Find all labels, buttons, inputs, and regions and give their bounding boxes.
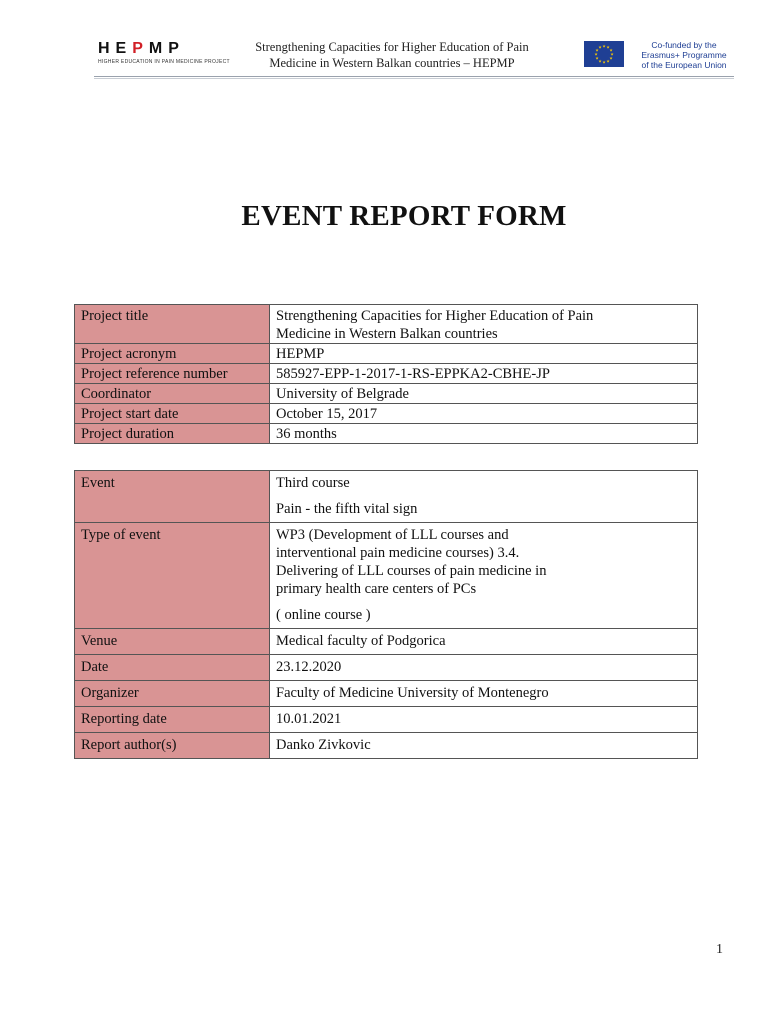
table-row — [75, 629, 698, 655]
row-label: Project acronym — [75, 344, 270, 364]
table-row — [75, 384, 698, 404]
table-row — [75, 305, 698, 344]
value-line: Pain - the fifth vital sign — [276, 501, 418, 517]
header-divider-secondary — [94, 78, 734, 79]
table-row — [75, 344, 698, 364]
svg-text:★: ★ — [602, 43, 606, 49]
svg-text:★: ★ — [595, 55, 599, 61]
table-row — [75, 364, 698, 384]
eu-flag-icon — [584, 41, 624, 67]
value-line: primary health care centers of PCs — [276, 581, 477, 597]
event-info-table — [74, 470, 698, 759]
svg-text:★: ★ — [598, 44, 602, 50]
svg-text:★: ★ — [609, 47, 613, 53]
row-value — [270, 523, 698, 629]
row-label: Project duration — [75, 424, 270, 444]
eu-text-line1: Co-funded by the — [651, 40, 717, 50]
row-value: Faculty of Medicine University of Montenegro — [270, 681, 698, 707]
row-label: Project title — [75, 305, 270, 344]
row-value: HEPMP — [270, 344, 698, 364]
row-value: 23.12.2020 — [270, 655, 698, 681]
hepmp-logo-text: HEPMP — [98, 40, 185, 57]
table-row — [75, 707, 698, 733]
value-line: Third course — [276, 475, 350, 491]
svg-text:★: ★ — [598, 58, 602, 64]
row-value — [270, 305, 698, 344]
value-line: Strengthening Capacities for Higher Education of Pain — [276, 308, 594, 324]
eu-text-line3: of the European Union — [641, 60, 727, 70]
row-label: Organizer — [75, 681, 270, 707]
header-project-name — [222, 39, 562, 71]
row-value: October 15, 2017 — [270, 404, 698, 424]
table-row — [75, 471, 698, 523]
table-row — [75, 404, 698, 424]
table-row — [75, 733, 698, 759]
table-row — [75, 655, 698, 681]
value-line: WP3 (Development of LLL courses and — [276, 527, 509, 543]
row-label: Type of event — [75, 523, 270, 629]
svg-text:★: ★ — [606, 44, 610, 50]
svg-text:★: ★ — [606, 58, 610, 64]
value-line: interventional pain medicine courses) 3.4. — [276, 545, 520, 561]
row-label: Event — [75, 471, 270, 523]
row-value: Danko Zivkovic — [270, 733, 698, 759]
svg-text:★: ★ — [594, 51, 598, 57]
row-value: 10.01.2021 — [270, 707, 698, 733]
svg-text:★: ★ — [602, 59, 606, 65]
row-value: 585927-EPP-1-2017-1-RS-EPPKA2-CBHE-JP — [270, 364, 698, 384]
eu-text-line2: Erasmus+ Programme — [641, 50, 727, 60]
project-info-table — [74, 304, 698, 444]
header-divider — [94, 76, 734, 77]
row-label: Project reference number — [75, 364, 270, 384]
hepmp-logo — [98, 40, 230, 67]
svg-text:★: ★ — [595, 47, 599, 53]
page-title: EVENT REPORT FORM — [241, 200, 567, 232]
row-value — [270, 471, 698, 523]
value-line: Delivering of LLL courses of pain medicine in — [276, 563, 547, 579]
header-text-line1: Strengthening Capacities for Higher Education of Pain — [255, 40, 529, 54]
value-line: ( online course ) — [276, 607, 371, 623]
row-value: Medical faculty of Podgorica — [270, 629, 698, 655]
svg-text:★: ★ — [610, 51, 614, 57]
row-label: Report author(s) — [75, 733, 270, 759]
table-row — [75, 424, 698, 444]
page-header — [0, 0, 770, 80]
header-text-line2: Medicine in Western Balkan countries – HEPMP — [269, 56, 515, 70]
table-row — [75, 681, 698, 707]
eu-cofunded-text — [629, 40, 739, 70]
row-label: Project start date — [75, 404, 270, 424]
page-number: 1 — [716, 942, 723, 957]
hepmp-logo-red-letter: P — [132, 40, 149, 57]
row-label: Venue — [75, 629, 270, 655]
row-label: Reporting date — [75, 707, 270, 733]
row-value: University of Belgrade — [270, 384, 698, 404]
table-row — [75, 523, 698, 629]
svg-text:★: ★ — [609, 55, 613, 61]
row-label: Coordinator — [75, 384, 270, 404]
hepmp-logo-subtext: HIGHER EDUCATION IN PAIN MEDICINE PROJECT — [98, 59, 230, 65]
value-line: Medicine in Western Balkan countries — [276, 326, 498, 342]
row-value: 36 months — [270, 424, 698, 444]
row-label: Date — [75, 655, 270, 681]
